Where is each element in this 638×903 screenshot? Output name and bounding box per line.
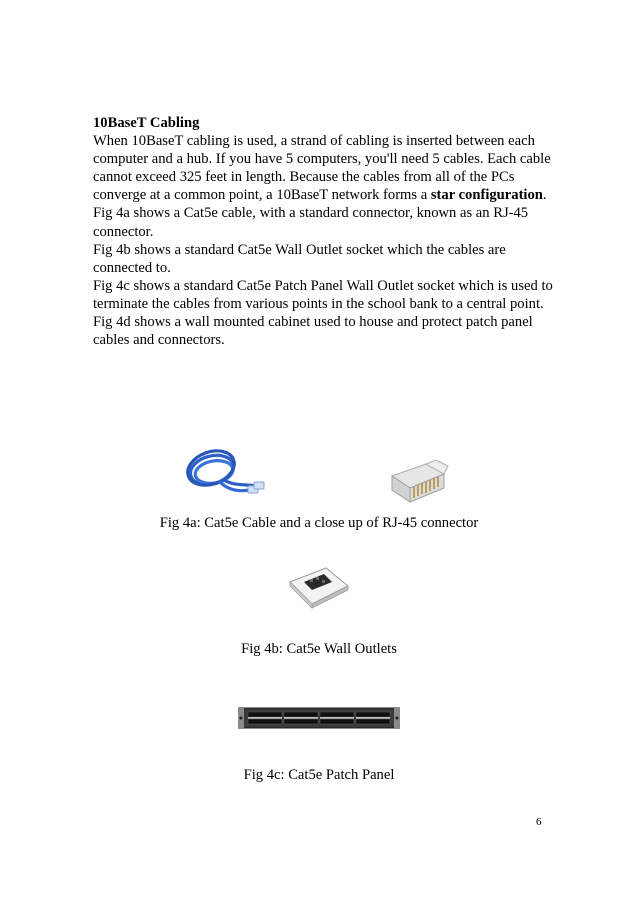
rj45-connector-image [386,456,450,504]
section-heading: 10BaseT Cabling [93,115,200,131]
page-number: 6 [536,816,542,828]
fig4b-caption: Fig 4b: Cat5e Wall Outlets [241,641,397,657]
wall-outlet-image [286,564,352,612]
paragraph-fig4c: Fig 4c shows a standard Cat5e Patch Panel Wall Outlet socket which is used to terminate the cables from various points in the school bank to a central point. [93,277,553,312]
paragraph-intro [93,132,553,204]
paragraph-intro-end: . [542,187,547,204]
paragraph-intro-text: When 10BaseT cabling is used, a strand of cabling is inserted between each computer and a hub. If you have 5 computers, you'll need 5 cables. Each cable cannot exceed 325 feet in length. Because the cables from all of the PCs converge at a common point, a 10BaseT network forms a [93,133,551,204]
paragraph-fig4d: Fig 4d shows a wall mounted cabinet used to house and protect patch panel cables and connectors. [93,314,533,349]
body-text [93,114,553,349]
star-configuration-term: star configuration [430,187,543,204]
fig4c-caption: Fig 4c: Cat5e Patch Panel [243,767,395,783]
paragraph-fig4a: Fig 4a shows a Cat5e cable, with a standard connector, known as an RJ-45 connector. [93,205,529,240]
paragraph-fig4b: Fig 4b shows a standard Cat5e Wall Outlet socket which the cables are connected to. [93,241,506,276]
fig4a-caption: Fig 4a: Cat5e Cable and a close up of RJ-45 connector [159,515,479,531]
patch-panel-image [238,706,400,730]
cat5e-cable-image [184,446,268,502]
